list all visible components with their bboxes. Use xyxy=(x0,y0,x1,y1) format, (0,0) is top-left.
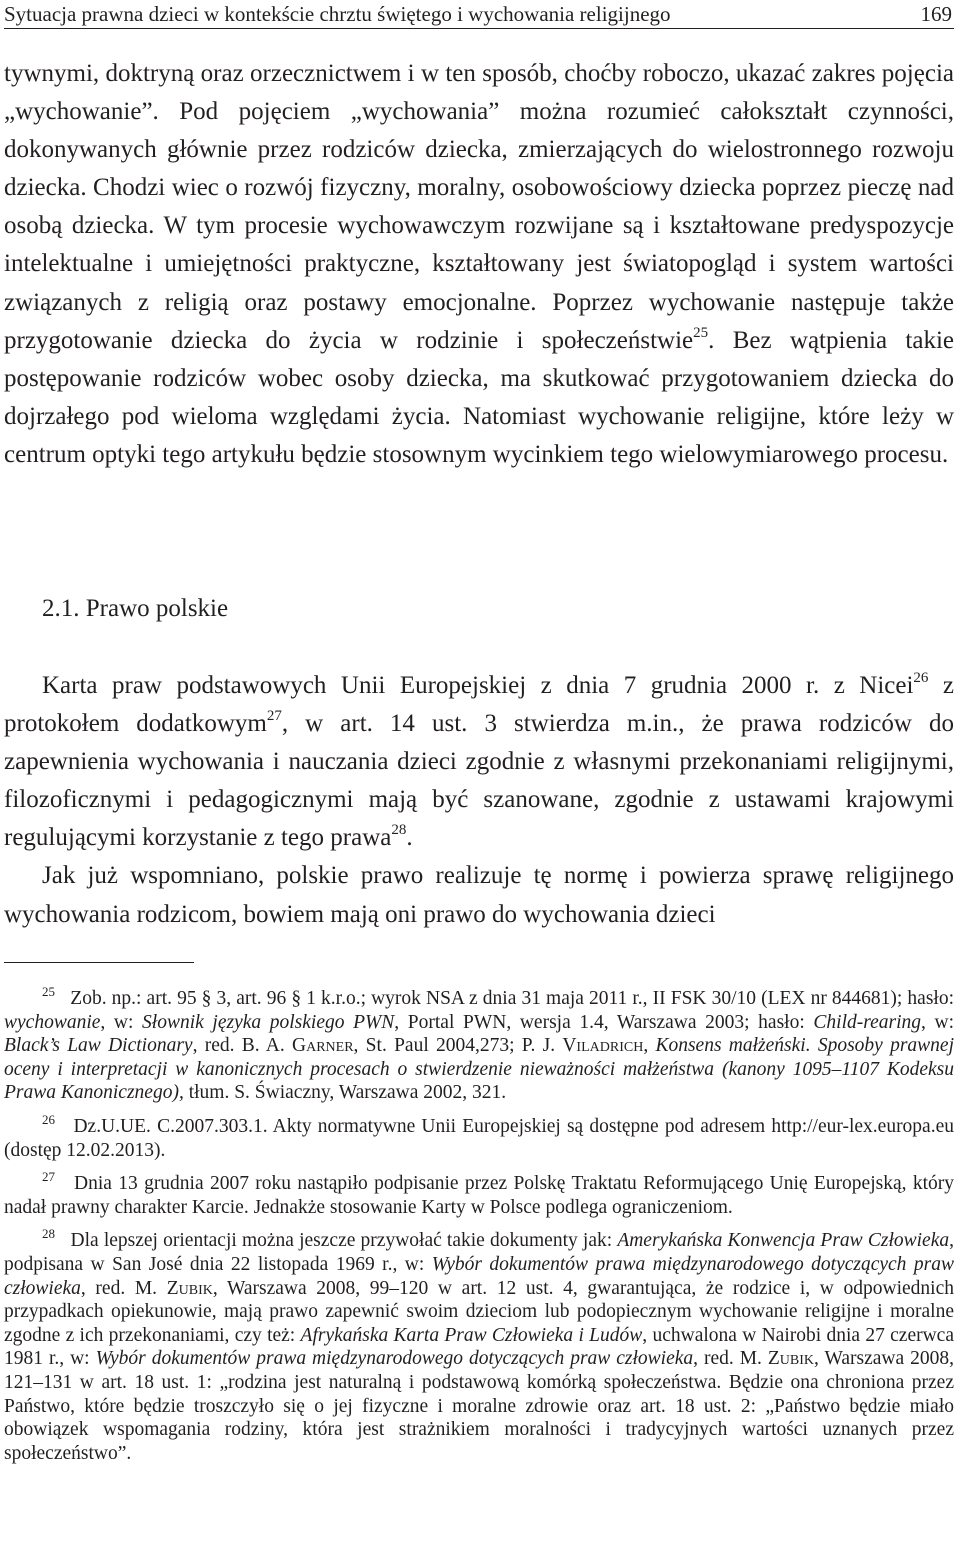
footnote-number: 26 xyxy=(42,1111,55,1127)
footnote-text: , red. M. xyxy=(693,1348,768,1370)
footnote-text: Dnia 13 grudnia 2007 roku nastąpiło podpisanie przez Polskę Traktatu Reformującego Unię Europejską, który nadał prawny charakter Karcie. Jednakże stosowanie Karty w Polsce podlega ograniczeniom. xyxy=(4,1173,954,1218)
footnote-text: , Warszawa 2008, 121–131 w art. 18 ust. 1: „rodzina jest naturalną i podstawową komórką społeczeństwa. Będzie ona chroniona przez Państwo, które będzie troszczyło się o jej fizyczne i moralne zdrowie oraz art. 18 ust. 2: „Państwo będzie miało obowiązek wspomagania rodziny, która jest strażnikiem moralności i tradycyjnych wartości uznanych przez społeczeństwo”. xyxy=(4,1348,954,1464)
footnote-number: 27 xyxy=(42,1169,55,1185)
footnote-separator xyxy=(4,962,194,963)
footnote-italic: Child-rearing xyxy=(813,1011,922,1033)
page-number: 169 xyxy=(920,2,952,26)
section-heading: 2.1. Prawo polskie xyxy=(42,595,229,622)
footnote-text: , red. B. A. xyxy=(192,1035,293,1057)
paragraph-text: . Bez wątpienia takie postępowanie rodziców wobec osoby dziecka, ma skutkować przygotowaniem dziecka do dojrzałego pod wieloma względami życia. Natomiast wychowanie religijne, które leży w centrum optyki tego artykułu będzie stosownym wycinkiem tego wielowymiarowego procesu. xyxy=(4,326,954,468)
footnote-text: , red. M. xyxy=(80,1277,167,1299)
author-name: Zubik xyxy=(767,1348,815,1370)
footnote-25 xyxy=(4,984,955,1105)
footnote-ref-26[interactable]: 26 xyxy=(913,670,929,686)
body-paragraph-2 xyxy=(4,667,954,934)
paragraph-text: z protokołem dodatkowym xyxy=(4,672,954,738)
footnote-text: , uchwalona w Nairobi dnia 27 czerwca 1981 r., w: xyxy=(4,1324,954,1370)
footnote-28 xyxy=(4,1226,954,1465)
body-paragraph-3: Jak już wspomniano, polskie prawo realizuje tę normę i powierza sprawę religijnego wychowania rodzicom, bowiem mają oni prawo do wychowania dzieci xyxy=(4,862,954,928)
author-name: Viladrich xyxy=(562,1035,644,1057)
paragraph-text: . xyxy=(406,824,413,852)
footnote-text: , podpisana w San José dnia 22 listopada 1969 r., w: xyxy=(4,1230,954,1275)
footnote-italic: Wybór dokumentów prawa międzynarodowego dotyczących praw człowieka xyxy=(95,1348,694,1370)
footnote-26 xyxy=(4,1111,954,1162)
footnote-text: , Warszawa 2008, 99–120 w art. 12 ust. 4, gwarantująca, że rodzice i, w odpowiednich przypadkach opiekunowie, mają prawo zapewnić swoim dzieciom lub podopiecznym wychowanie religijne i moralne zgodne z ich przekonaniami, czy też: xyxy=(4,1277,954,1346)
footnote-number: 25 xyxy=(42,984,55,999)
footnote-text: Dla lepszej orientacji można jeszcze przywołać takie dokumenty jak: xyxy=(70,1230,618,1252)
footnote-27 xyxy=(4,1169,954,1219)
footnote-text: , Portal PWN, wersja 1.4, Warszawa 2003; hasło: xyxy=(394,1011,814,1033)
footnote-text: , w: xyxy=(100,1011,143,1033)
footnote-text: , w: xyxy=(921,1011,955,1033)
running-header xyxy=(4,0,954,29)
running-header-title: Sytuacja prawna dzieci w kontekście chrztu świętego i wychowania religijnego xyxy=(4,2,671,26)
footnote-italic: Konsens małżeński. Sposoby prawnej oceny i interpretacji w kanonicznych procesach o stwierdzenie nieważności małżeństwa (kanony 1095–1107 Kodeksu Prawa Kanonicznego), xyxy=(4,1035,955,1104)
footnote-italic: wychowanie xyxy=(4,1011,101,1033)
footnote-italic: Wybór dokumentów prawa międzynarodowego dotyczących praw człowieka xyxy=(4,1253,954,1299)
paragraph-text: Karta praw podstawowych Unii Europejskiej z dnia 7 grudnia 2000 r. z Nicei xyxy=(42,672,914,699)
footnote-italic: Amerykańska Konwencja Praw Człowieka xyxy=(617,1230,950,1252)
footnote-text: , xyxy=(643,1035,656,1057)
body-paragraph-1 xyxy=(4,55,954,474)
footnote-text: Zob. np.: art. 95 § 3, art. 96 § 1 k.r.o.; wyrok NSA z dnia 31 maja 2011 r., II FSK 30/10 (LEX nr 844681); hasło: xyxy=(70,988,955,1009)
footnote-italic: Słownik języka polskiego PWN xyxy=(142,1011,395,1033)
footnote-ref-25[interactable]: 25 xyxy=(693,324,709,341)
footnote-italic: Afrykańska Karta Praw Człowieka i Ludów xyxy=(300,1324,643,1346)
footnote-ref-28[interactable]: 28 xyxy=(391,822,407,839)
footnote-ref-27[interactable]: 27 xyxy=(266,708,282,725)
footnotes xyxy=(4,984,955,1475)
author-name: Zubik xyxy=(166,1277,213,1299)
footnote-text: tłum. S. Świaczny, Warszawa 2002, 321. xyxy=(183,1082,507,1104)
footnote-number: 28 xyxy=(42,1226,55,1242)
footnote-italic: Black’s Law Dictionary xyxy=(4,1035,193,1057)
author-name: Garner xyxy=(292,1035,354,1057)
footnote-text: Dz.U.UE. C.2007.303.1. Akty normatywne Unii Europejskiej są dostępne pod adresem http://eur-lex.europa.eu (dostęp 12.02.2013). xyxy=(4,1115,954,1161)
footnote-text: , St. Paul 2004,273; P. J. xyxy=(353,1035,563,1057)
paragraph-text: tywnymi, doktryną oraz orzecznictwem i w ten sposób, choćby roboczo, ukazać zakres pojęcia „wychowanie”. Pod pojęciem „wychowania” można rozumieć całokształt czynności, dokonywanych głównie przez rodziców dziecka, zmierzających do wielostronnego rozwoju dziecka. Chodzi wiec o rozwój fizyczny, moralny, osobowościowy dziecka poprzez pieczę nad osobą dziecka. W tym procesie wychowawczym rozwijane są i kształtowane predyspozycje intelektualne i umiejętności praktyczne, kształtowany jest światopogląd i system wartości związanych z religią oraz postawy emocjonalne. Poprzez wychowanie następuje także przygotowanie dziecka do życia w rodzinie i społeczeństwie xyxy=(4,60,954,354)
paragraph-text: , w art. 14 ust. 3 stwierdza m.in., że prawa rodziców do zapewnienia wychowania i nauczania dzieci zgodnie z własnymi przekonaniami religijnymi, filozoficznymi i pedagogicznymi mają być szanowane, zgodnie z ustawami krajowymi regulującymi korzystanie z tego prawa xyxy=(4,710,954,852)
